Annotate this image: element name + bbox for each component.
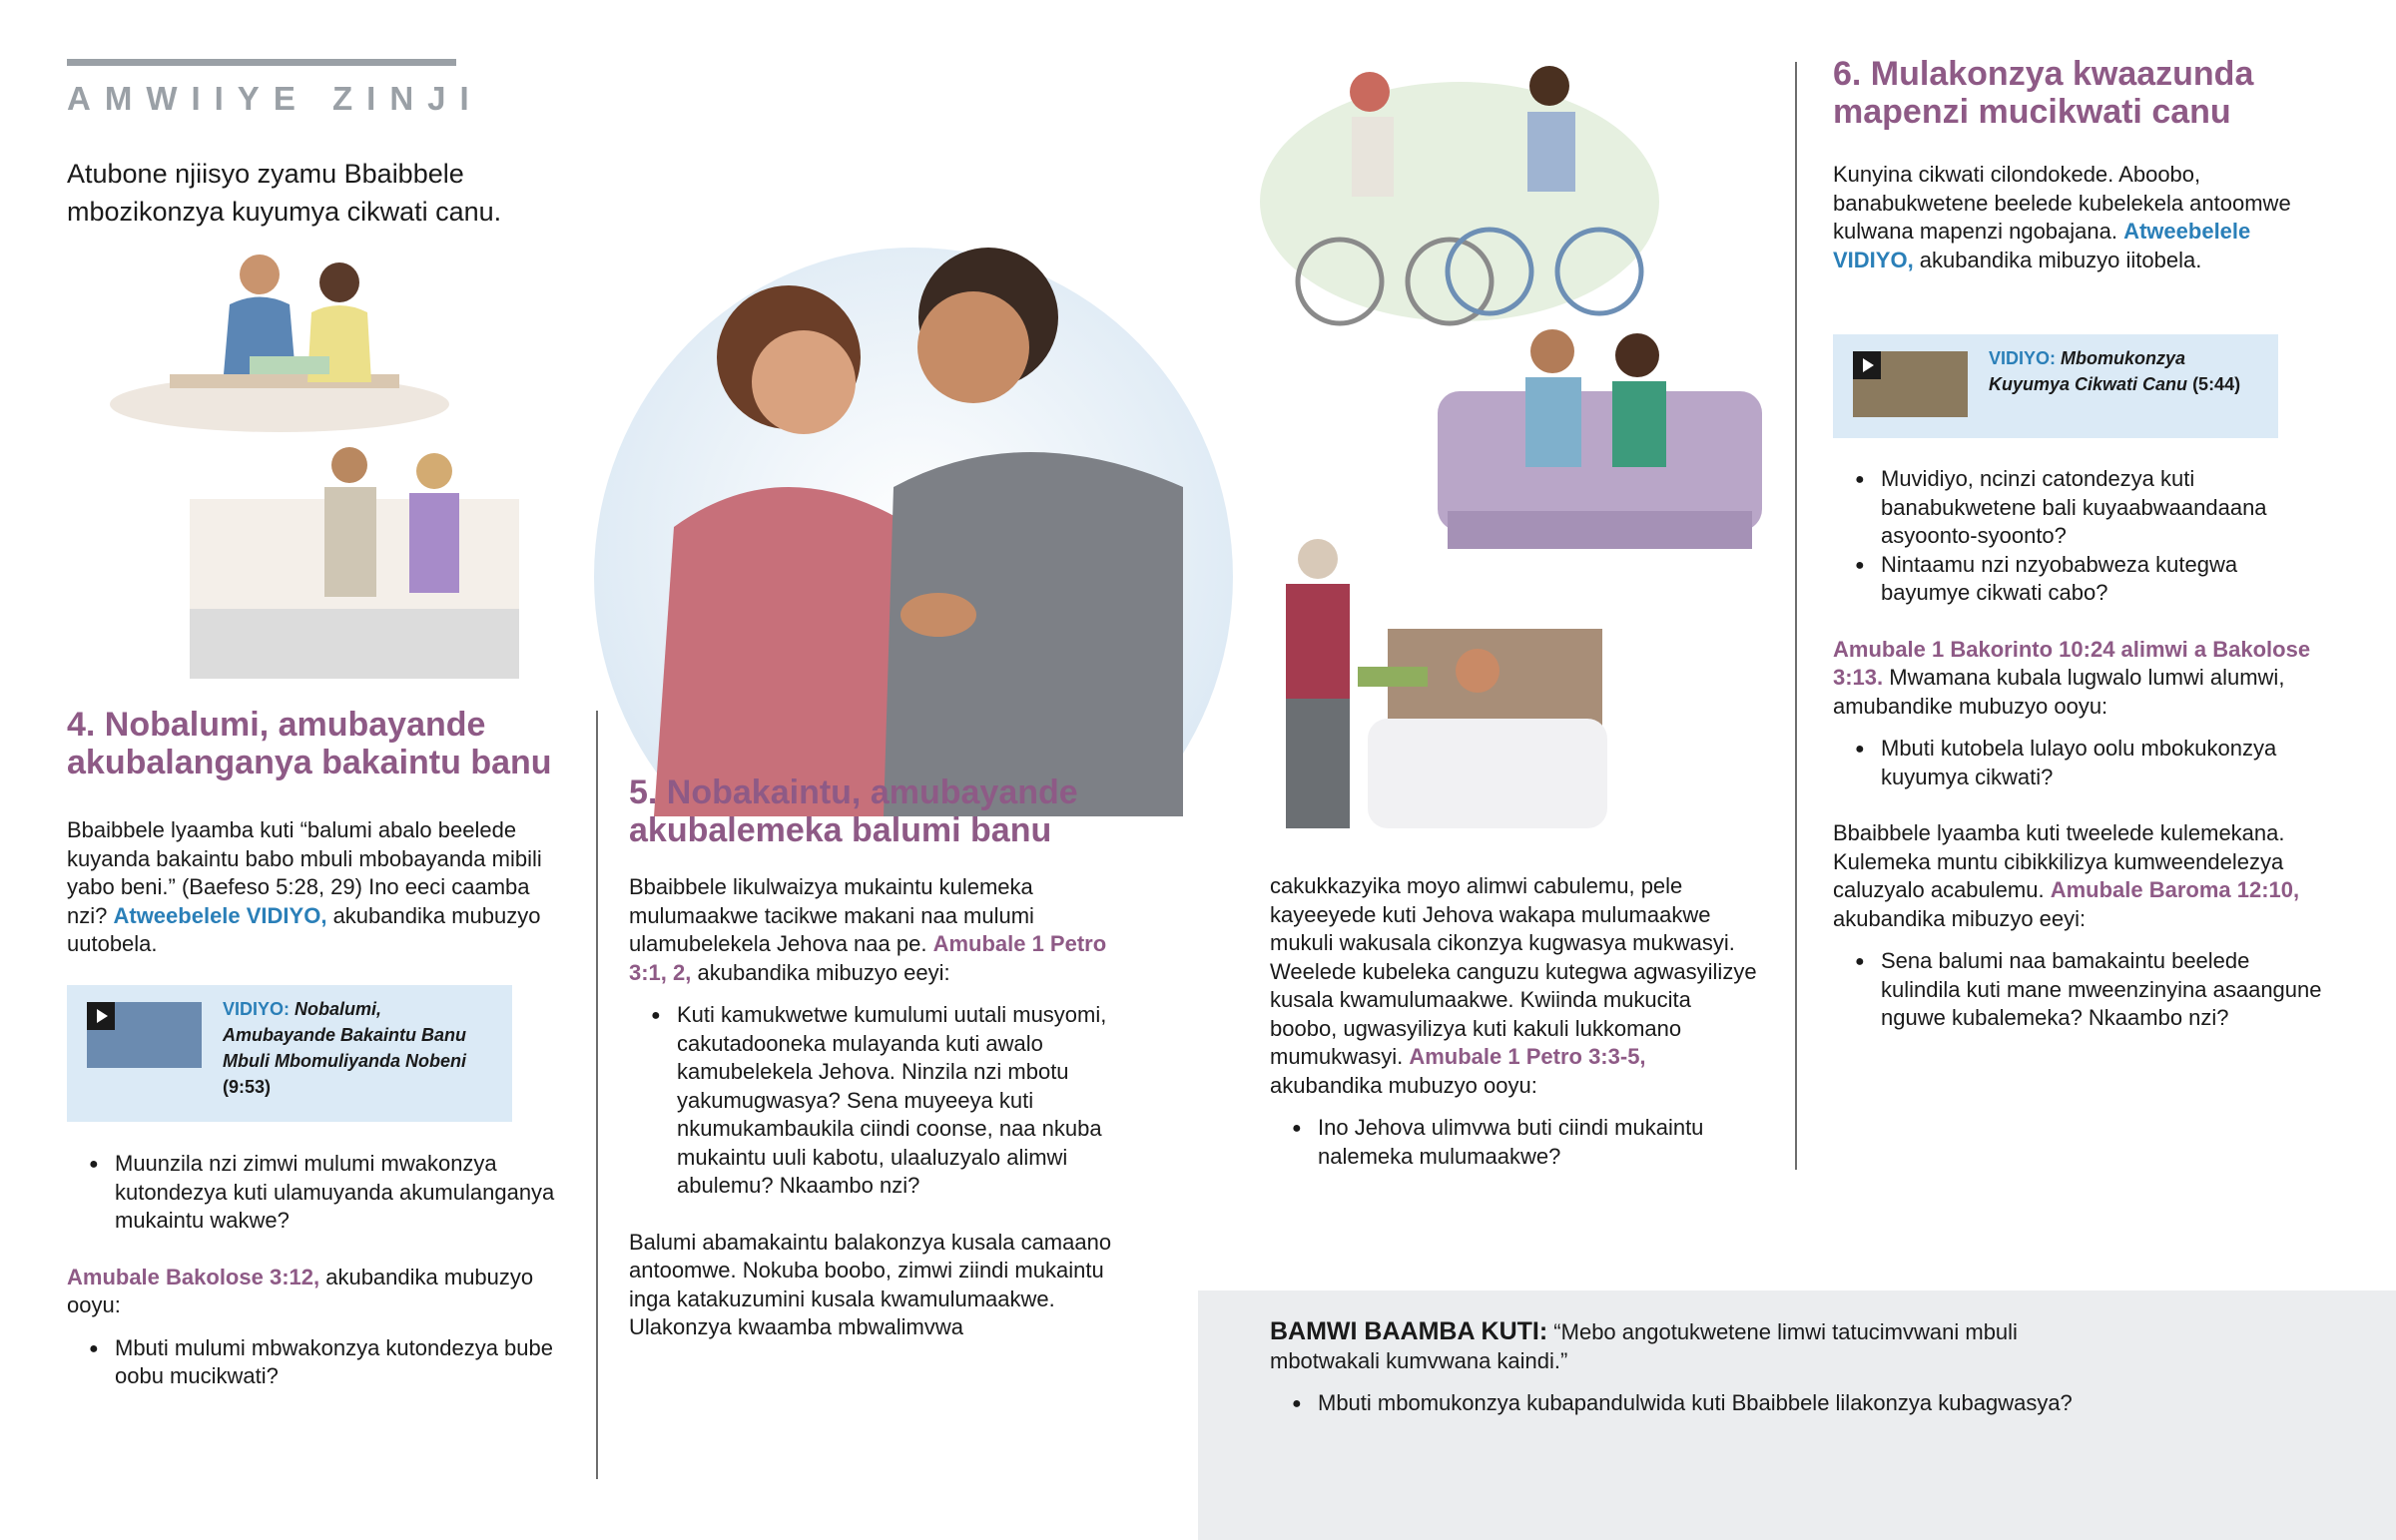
scripture-link[interactable]: Amubale 1 Petro 3:3-5, (1409, 1044, 1646, 1069)
section6-body: Kunyina cikwati cilondokede. Aboobo, banabukwetene beelede kubelekela antoomwe kulwana mapenzi ngobajana. Atweebelele VIDIYO, akubandika mibuzyo iitobela. (1833, 162, 2291, 272)
callout-text: BAMWI BAAMBA KUTI: “Mebo angotukwetene limwi tatucimvwani mbuli mbotwakali kumvwana kaindi.” ● Mbuti mbomukonzya kubapandulwida kuti Bbaibbele lilakonzya kubagwasya? (1270, 1317, 2108, 1418)
section6-title: 6. Mulakonzya kwaazunda mapenzi mucikwati canu (1833, 55, 2254, 131)
intro-text: Atubone njiisyo zyamu Bbaibbele mbozikonzya kuyumya cikwati canu. (67, 159, 502, 227)
scripture-link[interactable]: Amubale 1 Bakorinto 10:24 alimwi a Bakolose 3:13. (1833, 636, 2311, 690)
couple-embrace-illustration (594, 198, 1233, 816)
video-caption: VIDIYO: Nobalumi, Amubayande Bakaintu Banu Mbuli Mbomuliyanda Nobeni (9:53) (223, 999, 467, 1097)
watch-video-link[interactable]: Atweebelele VIDIYO, (113, 902, 327, 928)
section5-para2: Balumi abamakaintu balakonzya kusala camaano antoomwe. Nokuba boobo, zimwi ziindi mukaintu inga katakuzumini kusala kwamulumaakwe. Ulakonzya kwaamba mbwalimvwa (629, 1229, 1112, 1339)
column-divider (596, 711, 598, 1479)
section5-title: 5. Nobakaintu, amubayande akubalemeka balumi banu (629, 773, 1078, 849)
video-thumbnail[interactable] (87, 1002, 202, 1068)
list-item: ● Ino Jehova ulimvwa buti ciindi mukaintu nalemeka mulumaakwe? (1318, 1114, 1759, 1171)
scripture-link[interactable]: Amubale 1 Petro 3:1, 2, (629, 931, 1107, 985)
section4-body: Bbaibbele lyaamba kuti “balumi abalo beelede kuyanda bakaintu babo mbuli mbobayanda mibili yabo beni.” (Baefeso 5:28, 29) Ino eeci caamba nzi? Atweebelele VIDIYO, akubandika mubuzyo uutobela. (67, 817, 542, 956)
play-icon[interactable] (87, 1002, 115, 1030)
column-divider (1795, 62, 1797, 1170)
couple-kitchen-illustration (190, 439, 519, 679)
list-item: ● Muunzila nzi zimwi mulumi mwakonzya kutondezya kuti ulamuyanda akumulanganya mukaintu wakwe? (115, 1150, 566, 1236)
video-card-strengthen[interactable] (1833, 334, 2278, 438)
header-rule (67, 59, 456, 66)
section4-title: 4. Nobalumi, amubayande akubalanganya bakaintu banu (67, 706, 552, 781)
list-item: ● Sena balumi naa bamakaintu beelede kulindila kuti mane mweenzinyina asaangune nguwe kubalemeka? Nkaambo nzi? (1881, 947, 2332, 1033)
list-item: ● Mbuti mbomukonzya kubapandulwida kuti Bbaibbele lilakonzya kubagwasya? (1318, 1389, 2108, 1418)
list-item: ● Mbuti kutobela lulayo oolu mbokukonzya kuyumya cikwati? (1881, 735, 2332, 791)
section5-body: Bbaibbele likulwaizya mukaintu kulemeka mulumaakwe tacikwe makani naa mulumi ulamubelekela Jehova naa pe. Amubale 1 Petro 3:1, 2, akubandika mibuzyo eeyi: ● Kuti kamukwetwe kumulumi uutali musyomi, cakutadooneka mulayanda kuti awalo kamubelekela Jehova. Ninzila nzi mbotu yakumugwasya? Sena muyeeya kuti nkumukambaukila ciindi coonse, naa nkuba mukaintu uuli kabotu, ulaaluzyalo alimwi abulemu? Nkaambo nzi? Balumi abamakaintu balakonzya kusala camaano antoomwe. Nokuba boobo, zimwi ziindi mukaintu inga katakuzumini kusala kwamulumaakwe. Ulakonzya kwaamba mbwalimvwa (629, 873, 1128, 1370)
list-item: ● Muvidiyo, ncinzi catondezya kuti banabukwetene bali kuyaabwaandaana asyoonto-syoonto? (1881, 465, 2332, 551)
objection-callout (1198, 1290, 2396, 1540)
scripture-link[interactable]: Amubale Baroma 12:10, (2050, 877, 2300, 902)
section6-questions: ● Muvidiyo, ncinzi catondezya kuti banabukwetene bali kuyaabwaandaana asyoonto-syoonto? ● Nintaamu nzi nzyobabweza kutegwa bayumye cikwati cabo? Amubale 1 Bakorinto 10:24 alimwi a Bakolose 3:13. Mwamana kubala lugwalo lumwi alumwi, amubandike mubuzyo ooyu: ● Mbuti kutobela lulayo oolu mbokukonzya kuyumya cikwati? Bbaibbele lyaamba kuti tweelede kulemekana. Kulemeka muntu cibikkilizya kumweendelezya caluzyalo acabulemu. Amubale Baroma 12:10, akubandika mibuzyo eeyi: ● Sena balumi naa bamakaintu beelede kulindila kuti mane mweenzinyina asaangune nguwe kubalemeka? Nkaambo nzi? (1833, 465, 2332, 1033)
callout-label: BAMWI BAAMBA KUTI: (1270, 1317, 1548, 1345)
list-item: ● Mbuti mulumi mbwakonzya kutondezya bube oobu mucikwati? (115, 1334, 566, 1391)
couple-cycling-illustration (1260, 62, 1659, 331)
video-card-husbands[interactable] (67, 985, 512, 1122)
section5-continued: cakukkazyika moyo alimwi cabulemu, pele kayeeyede kuti Jehova wakapa mulumaakwe mukuli wakusala cikonzya kugwasya mukwasyi. Weelede kubeleka canguzu kutegwa agwasyilizye kusala kwamulumaakwe. Kwiinda mukucita boobo, ugwasyilizya kuti kakuli lukkomano mumukwasyi. Amubale 1 Petro 3:3-5, akubandika mubuzyo ooyu: ● Ino Jehova ulimvwa buti ciindi mukaintu nalemeka mulumaakwe? (1270, 872, 1759, 1171)
kicker: AMWIIYE ZINJI (67, 80, 483, 117)
caregiving-illustration (1268, 539, 1612, 838)
couple-studying-illustration (100, 245, 459, 434)
list-item: ● Nintaamu nzi nzyobabweza kutegwa bayumye cikwati cabo? (1881, 551, 2332, 608)
section4-questions: ● Muunzila nzi zimwi mulumi mwakonzya kutondezya kuti ulamuyanda akumulanganya mukaintu wakwe? Amubale Bakolose 3:12, akubandika mubuzyo ooyu: ● Mbuti mulumi mbwakonzya kutondezya bube oobu mucikwati? (67, 1150, 566, 1391)
watch-video-link[interactable]: Atweebelele VIDIYO, (1833, 219, 2251, 272)
video-caption: VIDIYO: Mbomukonzya Kuyumya Cikwati Canu (5:44) (1989, 348, 2241, 394)
list-item: ● Kuti kamukwetwe kumulumi uutali musyomi, cakutadooneka mulayanda kuti awalo kamubelekela Jehova. Ninzila nzi mbotu yakumugwasya? Sena muyeeya kuti nkumukambaukila ciindi coonse, naa nkuba mukaintu uuli kabotu, ulaaluzyalo alimwi abulemu? Nkaambo nzi? (677, 1001, 1128, 1201)
play-icon[interactable] (1853, 351, 1881, 379)
video-thumbnail[interactable] (1853, 351, 1968, 417)
scripture-link[interactable]: Amubale Bakolose 3:12, (67, 1264, 320, 1289)
